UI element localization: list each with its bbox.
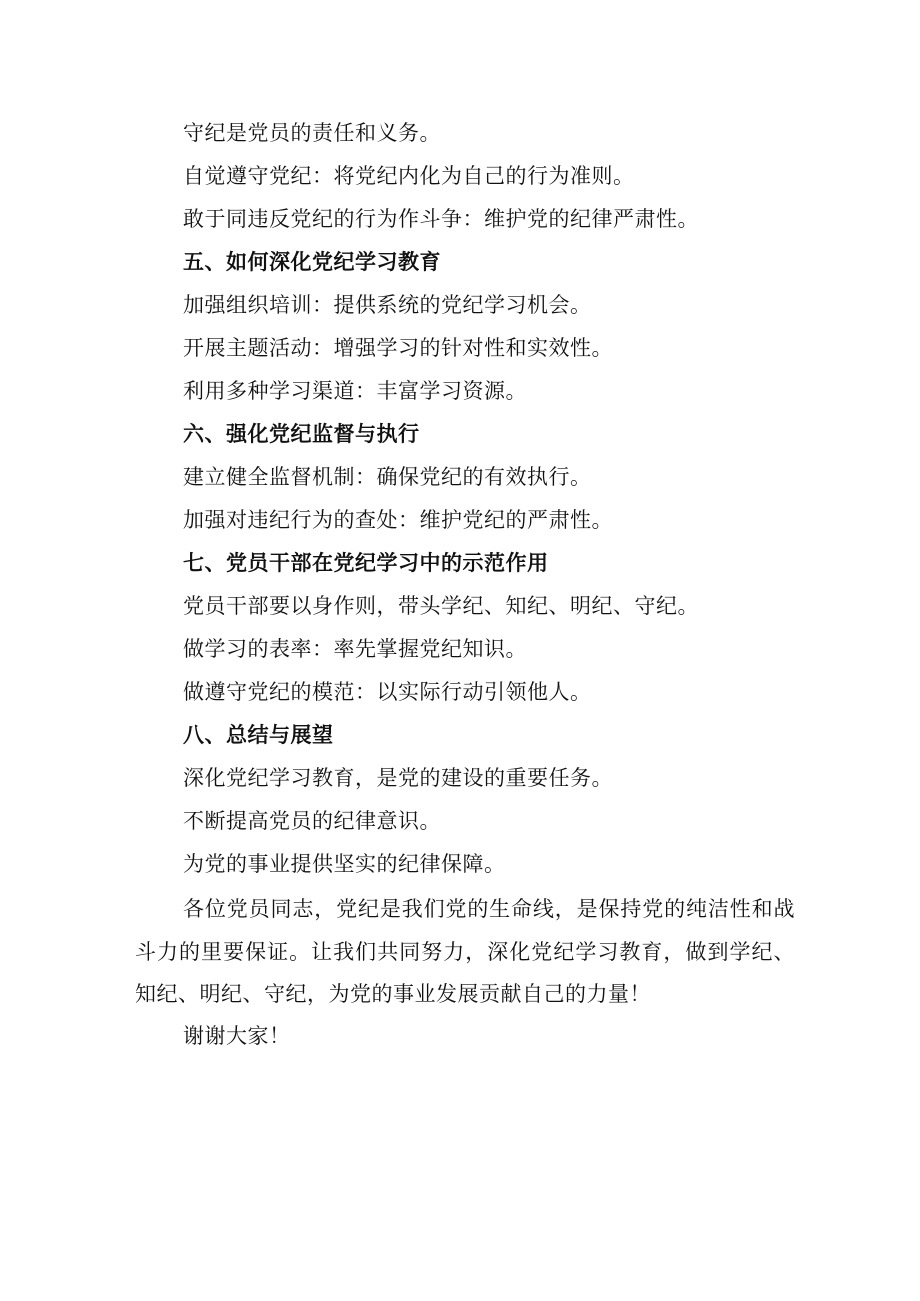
body-line: 不断提高党员的纪律意识。 (183, 809, 441, 833)
body-line: 深化党纪学习教育，是党的建设的重要任务。 (183, 766, 613, 790)
body-line: 为党的事业提供坚实的纪律保障。 (183, 852, 506, 876)
section-heading: 六、强化党纪监督与执行 (183, 422, 420, 446)
body-line: 做遵守党纪的模范：以实际行动引领他人。 (183, 680, 592, 704)
body-line: 党员干部要以身作则，带头学纪、知纪、明纪、守纪。 (183, 594, 699, 618)
body-line: 敢于同违反党纪的行为作斗争：维护党的纪律严肃性。 (183, 207, 699, 231)
body-line: 开展主题活动：增强学习的针对性和实效性。 (183, 336, 613, 360)
body-line: 加强组织培训：提供系统的党纪学习机会。 (183, 293, 592, 317)
body-line: 做学习的表率：率先掌握党纪知识。 (183, 637, 527, 661)
body-line: 利用多种学习渠道：丰富学习资源。 (183, 379, 527, 403)
body-line: 加强对违纪行为的查处：维护党纪的严肃性。 (183, 508, 613, 532)
closing-paragraph: 各位党员同志，党纪是我们党的生命线，是保持党的纯洁性和战斗力的里要保证。让我们共同努力，深化党纪学习教育，做到学纪、知纪、明纪、守纪，为党的事业发展贡献自己的力量！ (135, 897, 795, 1006)
section-heading: 五、如何深化党纪学习教育 (183, 250, 441, 274)
body-line: 守纪是党员的责任和义务。 (183, 121, 441, 145)
section-heading: 八、总结与展望 (183, 723, 334, 747)
section-heading: 七、党员干部在党纪学习中的示范作用 (183, 551, 549, 575)
body-line: 建立健全监督机制：确保党纪的有效执行。 (183, 465, 592, 489)
thanks-line: 谢谢大家！ (183, 1024, 291, 1048)
body-line: 自觉遵守党纪：将党纪内化为自己的行为准则。 (183, 164, 635, 188)
